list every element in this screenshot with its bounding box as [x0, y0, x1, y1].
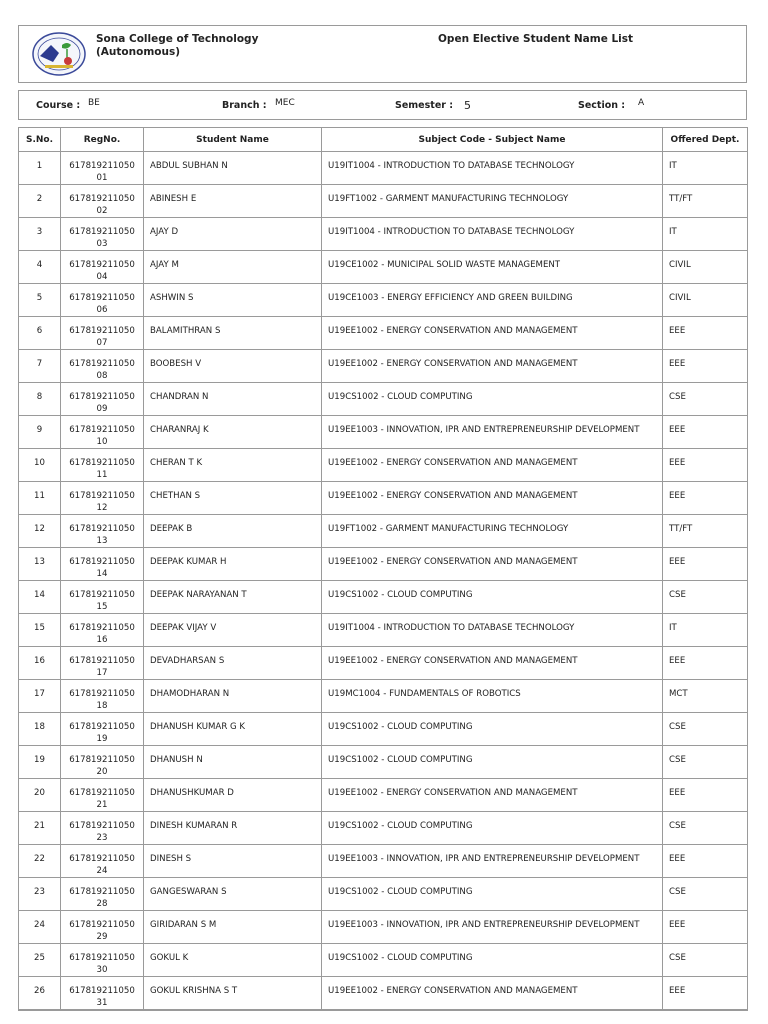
cell-offered-dept: CSE — [663, 581, 748, 614]
cell-sno: 6 — [19, 317, 61, 350]
cell-regno — [61, 878, 144, 911]
cell-offered-dept: MCT — [663, 680, 748, 713]
cell-student-name: CHERAN T K — [144, 449, 322, 482]
course-label: Course : — [36, 100, 81, 111]
regno-line1: 617819211050 — [69, 689, 135, 699]
cell-sno: 15 — [19, 614, 61, 647]
regno-line1: 617819211050 — [69, 920, 135, 930]
table-row — [19, 812, 748, 845]
cell-subject: U19CS1002 - CLOUD COMPUTING — [322, 944, 663, 977]
regno-line1: 617819211050 — [69, 854, 135, 864]
cell-offered-dept: EEE — [663, 911, 748, 944]
regno-line2: 29 — [96, 932, 108, 942]
branch-label: Branch : — [222, 100, 267, 111]
cell-student-name: DINESH KUMARAN R — [144, 812, 322, 845]
table-header-row — [19, 128, 748, 152]
cell-regno — [61, 614, 144, 647]
cell-student-name: DHAMODHARAN N — [144, 680, 322, 713]
regno-line2: 19 — [96, 734, 108, 744]
regno-line2: 13 — [96, 536, 108, 546]
cell-offered-dept: EEE — [663, 548, 748, 581]
cell-sno: 20 — [19, 779, 61, 812]
cell-offered-dept: CIVIL — [663, 251, 748, 284]
regno-line2: 02 — [96, 206, 108, 216]
regno-line1: 617819211050 — [69, 326, 135, 336]
table-row — [19, 878, 748, 911]
cell-subject: U19FT1002 - GARMENT MANUFACTURING TECHNOLOGY — [322, 185, 663, 218]
cell-subject: U19CS1002 - CLOUD COMPUTING — [322, 383, 663, 416]
column-header-student-name: Student Name — [144, 128, 322, 152]
cell-offered-dept: EEE — [663, 779, 748, 812]
document-header — [18, 25, 747, 83]
regno-line1: 617819211050 — [69, 425, 135, 435]
branch-value: MEC — [275, 98, 295, 108]
regno-line2: 10 — [96, 437, 108, 447]
section-label: Section : — [578, 100, 626, 111]
cell-sno: 10 — [19, 449, 61, 482]
cell-offered-dept: IT — [663, 218, 748, 251]
table-body — [19, 152, 748, 1011]
cell-regno — [61, 812, 144, 845]
cell-subject: U19EE1002 - ENERGY CONSERVATION AND MANAGEMENT — [322, 977, 663, 1011]
table-row — [19, 845, 748, 878]
cell-student-name: GOKUL KRISHNA S T — [144, 977, 322, 1011]
cell-offered-dept: CSE — [663, 878, 748, 911]
regno-line2: 03 — [96, 239, 108, 249]
cell-sno: 7 — [19, 350, 61, 383]
cell-sno: 24 — [19, 911, 61, 944]
cell-student-name: ABINESH E — [144, 185, 322, 218]
table-row — [19, 713, 748, 746]
column-header-regno: RegNo. — [61, 128, 144, 152]
cell-offered-dept: TT/FT — [663, 515, 748, 548]
regno-line1: 617819211050 — [69, 986, 135, 996]
cell-subject: U19EE1003 - INNOVATION, IPR AND ENTREPRENEURSHIP DEVELOPMENT — [322, 845, 663, 878]
cell-sno: 11 — [19, 482, 61, 515]
cell-student-name: DINESH S — [144, 845, 322, 878]
regno-line1: 617819211050 — [69, 194, 135, 204]
cell-sno: 4 — [19, 251, 61, 284]
cell-subject: U19IT1004 - INTRODUCTION TO DATABASE TECHNOLOGY — [322, 614, 663, 647]
table-row — [19, 911, 748, 944]
cell-offered-dept: EEE — [663, 350, 748, 383]
regno-line2: 18 — [96, 701, 108, 711]
cell-student-name: DEEPAK NARAYANAN T — [144, 581, 322, 614]
regno-line1: 617819211050 — [69, 656, 135, 666]
cell-subject: U19FT1002 - GARMENT MANUFACTURING TECHNOLOGY — [322, 515, 663, 548]
cell-regno — [61, 350, 144, 383]
cell-sno: 16 — [19, 647, 61, 680]
cell-regno — [61, 482, 144, 515]
cell-offered-dept: CSE — [663, 812, 748, 845]
cell-subject: U19IT1004 - INTRODUCTION TO DATABASE TECHNOLOGY — [322, 218, 663, 251]
column-header-offered-dept: Offered Dept. — [663, 128, 748, 152]
cell-offered-dept: EEE — [663, 977, 748, 1011]
cell-student-name: BOOBESH V — [144, 350, 322, 383]
table-row — [19, 977, 748, 1011]
cell-sno: 9 — [19, 416, 61, 449]
cell-offered-dept: EEE — [663, 416, 748, 449]
cell-regno — [61, 779, 144, 812]
cell-student-name: DEVADHARSAN S — [144, 647, 322, 680]
cell-student-name: AJAY M — [144, 251, 322, 284]
cell-student-name: DEEPAK KUMAR H — [144, 548, 322, 581]
cell-regno — [61, 218, 144, 251]
regno-line2: 11 — [96, 470, 108, 480]
cell-subject: U19CS1002 - CLOUD COMPUTING — [322, 746, 663, 779]
cell-sno: 13 — [19, 548, 61, 581]
cell-regno — [61, 515, 144, 548]
cell-student-name: ASHWIN S — [144, 284, 322, 317]
table-row — [19, 284, 748, 317]
cell-regno — [61, 977, 144, 1011]
regno-line1: 617819211050 — [69, 392, 135, 402]
cell-sno: 22 — [19, 845, 61, 878]
regno-line1: 617819211050 — [69, 227, 135, 237]
cell-sno: 18 — [19, 713, 61, 746]
regno-line2: 23 — [96, 833, 108, 843]
cell-sno: 14 — [19, 581, 61, 614]
table-row — [19, 548, 748, 581]
regno-line1: 617819211050 — [69, 590, 135, 600]
table-row — [19, 350, 748, 383]
cell-subject: U19EE1002 - ENERGY CONSERVATION AND MANAGEMENT — [322, 647, 663, 680]
column-header-subject: Subject Code - Subject Name — [322, 128, 663, 152]
college-name-line2: (Autonomous) — [96, 46, 180, 58]
table-row — [19, 185, 748, 218]
cell-student-name: GANGESWARAN S — [144, 878, 322, 911]
regno-line1: 617819211050 — [69, 293, 135, 303]
regno-line1: 617819211050 — [69, 491, 135, 501]
cell-subject: U19EE1002 - ENERGY CONSERVATION AND MANAGEMENT — [322, 350, 663, 383]
cell-offered-dept: CIVIL — [663, 284, 748, 317]
regno-line2: 20 — [96, 767, 108, 777]
cell-sno: 12 — [19, 515, 61, 548]
cell-sno: 2 — [19, 185, 61, 218]
table-row — [19, 680, 748, 713]
cell-offered-dept: EEE — [663, 449, 748, 482]
table-row — [19, 449, 748, 482]
section-value: A — [638, 98, 645, 108]
cell-offered-dept: IT — [663, 614, 748, 647]
regno-line2: 06 — [96, 305, 108, 315]
college-name-line1: Sona College of Technology — [96, 33, 259, 45]
cell-offered-dept: CSE — [663, 383, 748, 416]
regno-line1: 617819211050 — [69, 161, 135, 171]
regno-line2: 24 — [96, 866, 108, 876]
cell-student-name: CHETHAN S — [144, 482, 322, 515]
regno-line1: 617819211050 — [69, 557, 135, 567]
cell-offered-dept: IT — [663, 152, 748, 185]
regno-line1: 617819211050 — [69, 458, 135, 468]
regno-line1: 617819211050 — [69, 623, 135, 633]
cell-offered-dept: CSE — [663, 713, 748, 746]
regno-line1: 617819211050 — [69, 524, 135, 534]
table-row — [19, 218, 748, 251]
cell-subject: U19CS1002 - CLOUD COMPUTING — [322, 713, 663, 746]
cell-subject: U19CE1002 - MUNICIPAL SOLID WASTE MANAGEMENT — [322, 251, 663, 284]
cell-regno — [61, 746, 144, 779]
student-table — [18, 127, 748, 1011]
student-table-container — [18, 127, 747, 1011]
cell-subject: U19EE1002 - ENERGY CONSERVATION AND MANAGEMENT — [322, 548, 663, 581]
regno-line1: 617819211050 — [69, 359, 135, 369]
table-row — [19, 944, 748, 977]
table-row — [19, 383, 748, 416]
regno-line2: 04 — [96, 272, 108, 282]
cell-subject: U19EE1002 - ENERGY CONSERVATION AND MANAGEMENT — [322, 449, 663, 482]
table-row — [19, 581, 748, 614]
cell-sno: 19 — [19, 746, 61, 779]
cell-subject: U19CS1002 - CLOUD COMPUTING — [322, 812, 663, 845]
cell-offered-dept: EEE — [663, 317, 748, 350]
course-value: BE — [88, 98, 100, 108]
regno-line1: 617819211050 — [69, 887, 135, 897]
regno-line2: 30 — [96, 965, 108, 975]
regno-line1: 617819211050 — [69, 953, 135, 963]
cell-regno — [61, 713, 144, 746]
cell-student-name: DEEPAK VIJAY V — [144, 614, 322, 647]
regno-line1: 617819211050 — [69, 788, 135, 798]
cell-offered-dept: CSE — [663, 944, 748, 977]
cell-regno — [61, 317, 144, 350]
cell-regno — [61, 944, 144, 977]
cell-regno — [61, 911, 144, 944]
cell-student-name: DHANUSHKUMAR D — [144, 779, 322, 812]
cell-subject: U19EE1003 - INNOVATION, IPR AND ENTREPRENEURSHIP DEVELOPMENT — [322, 911, 663, 944]
cell-regno — [61, 647, 144, 680]
cell-sno: 3 — [19, 218, 61, 251]
table-row — [19, 746, 748, 779]
cell-subject: U19CS1002 - CLOUD COMPUTING — [322, 581, 663, 614]
regno-line2: 15 — [96, 602, 108, 612]
regno-line1: 617819211050 — [69, 755, 135, 765]
cell-offered-dept: CSE — [663, 746, 748, 779]
semester-label: Semester : — [395, 100, 454, 111]
cell-sno: 1 — [19, 152, 61, 185]
cell-subject: U19EE1002 - ENERGY CONSERVATION AND MANAGEMENT — [322, 779, 663, 812]
cell-sno: 8 — [19, 383, 61, 416]
cell-subject: U19IT1004 - INTRODUCTION TO DATABASE TECHNOLOGY — [322, 152, 663, 185]
table-row — [19, 614, 748, 647]
cell-regno — [61, 548, 144, 581]
table-row — [19, 251, 748, 284]
cell-subject: U19EE1002 - ENERGY CONSERVATION AND MANAGEMENT — [322, 482, 663, 515]
column-header-sno: S.No. — [19, 128, 61, 152]
cell-regno — [61, 383, 144, 416]
cell-student-name: CHANDRAN N — [144, 383, 322, 416]
cell-sno: 21 — [19, 812, 61, 845]
cell-offered-dept: EEE — [663, 647, 748, 680]
table-row — [19, 779, 748, 812]
cell-regno — [61, 185, 144, 218]
regno-line1: 617819211050 — [69, 722, 135, 732]
cell-student-name: DHANUSH KUMAR G K — [144, 713, 322, 746]
college-name — [96, 33, 258, 59]
cell-sno: 17 — [19, 680, 61, 713]
cell-subject: U19CE1003 - ENERGY EFFICIENCY AND GREEN BUILDING — [322, 284, 663, 317]
cell-regno — [61, 152, 144, 185]
regno-line2: 12 — [96, 503, 108, 513]
regno-line2: 09 — [96, 404, 108, 414]
regno-line1: 617819211050 — [69, 260, 135, 270]
cell-student-name: AJAY D — [144, 218, 322, 251]
cell-regno — [61, 284, 144, 317]
regno-line1: 617819211050 — [69, 821, 135, 831]
cell-student-name: ABDUL SUBHAN N — [144, 152, 322, 185]
cell-regno — [61, 416, 144, 449]
cell-student-name: GIRIDARAN S M — [144, 911, 322, 944]
semester-value: 5 — [464, 99, 471, 112]
cell-regno — [61, 449, 144, 482]
regno-line2: 28 — [96, 899, 108, 909]
cell-regno — [61, 251, 144, 284]
course-info-bar — [18, 90, 747, 120]
cell-offered-dept: EEE — [663, 845, 748, 878]
cell-subject: U19MC1004 - FUNDAMENTALS OF ROBOTICS — [322, 680, 663, 713]
table-row — [19, 416, 748, 449]
regno-line2: 14 — [96, 569, 108, 579]
cell-subject: U19EE1003 - INNOVATION, IPR AND ENTREPRENEURSHIP DEVELOPMENT — [322, 416, 663, 449]
table-row — [19, 152, 748, 185]
cell-subject: U19EE1002 - ENERGY CONSERVATION AND MANAGEMENT — [322, 317, 663, 350]
cell-offered-dept: EEE — [663, 482, 748, 515]
regno-line2: 21 — [96, 800, 108, 810]
cell-student-name: DHANUSH N — [144, 746, 322, 779]
cell-sno: 26 — [19, 977, 61, 1011]
cell-regno — [61, 680, 144, 713]
table-row — [19, 317, 748, 350]
cell-sno: 25 — [19, 944, 61, 977]
cell-student-name: DEEPAK B — [144, 515, 322, 548]
cell-sno: 23 — [19, 878, 61, 911]
cell-subject: U19CS1002 - CLOUD COMPUTING — [322, 878, 663, 911]
cell-sno: 5 — [19, 284, 61, 317]
cell-student-name: BALAMITHRAN S — [144, 317, 322, 350]
table-row — [19, 647, 748, 680]
college-logo-icon — [31, 31, 87, 77]
regno-line2: 01 — [96, 173, 108, 183]
cell-regno — [61, 845, 144, 878]
regno-line2: 08 — [96, 371, 108, 381]
regno-line2: 31 — [96, 998, 108, 1008]
table-row — [19, 482, 748, 515]
cell-offered-dept: TT/FT — [663, 185, 748, 218]
cell-student-name: CHARANRAJ K — [144, 416, 322, 449]
regno-line2: 16 — [96, 635, 108, 645]
regno-line2: 17 — [96, 668, 108, 678]
cell-regno — [61, 581, 144, 614]
table-row — [19, 515, 748, 548]
regno-line2: 07 — [96, 338, 108, 348]
cell-student-name: GOKUL K — [144, 944, 322, 977]
document-title: Open Elective Student Name List — [438, 33, 634, 45]
